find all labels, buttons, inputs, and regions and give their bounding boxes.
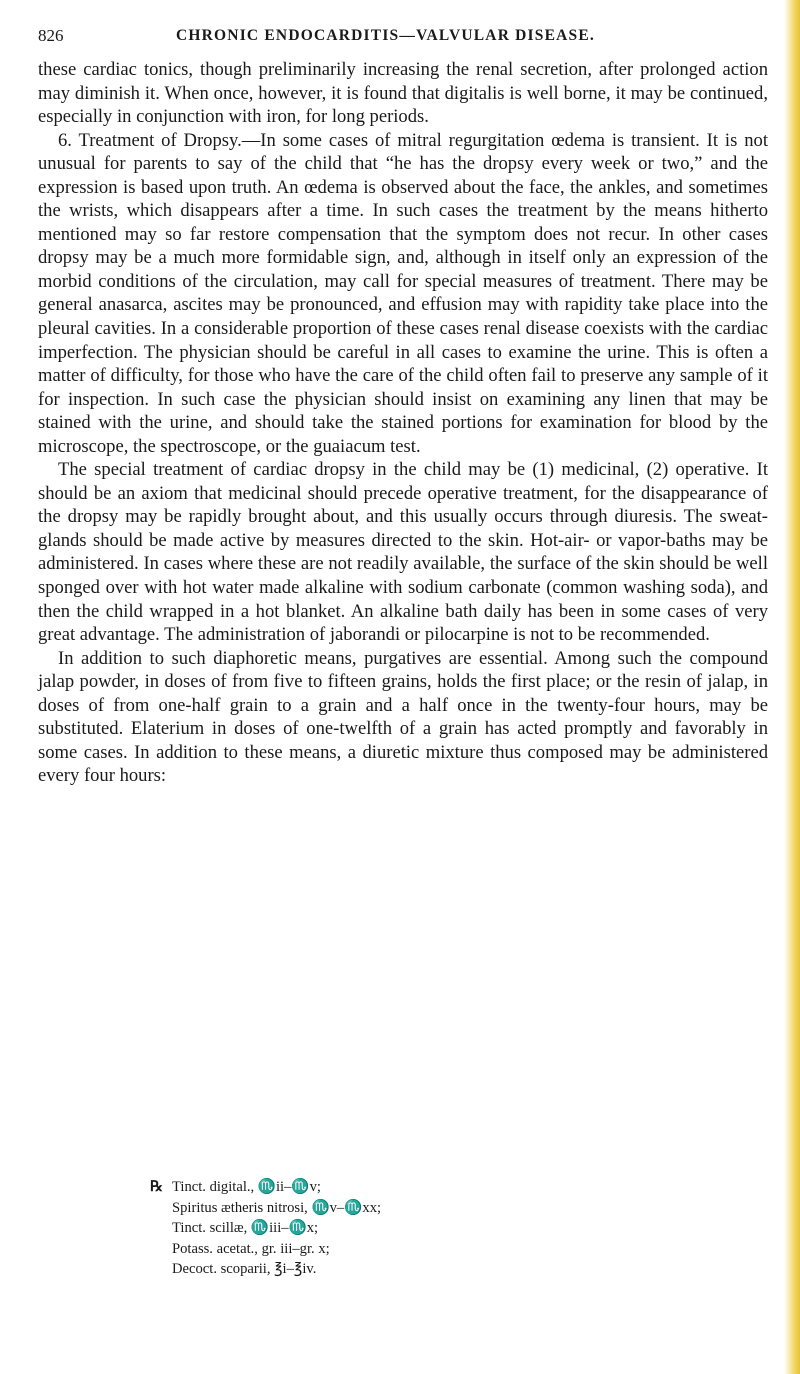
prescription-ingredient: Spiritus ætheris nitrosi, ♏v–♏xx; (172, 1199, 382, 1216)
paragraph-treatment-of-dropsy: 6. Treatment of Dropsy.—In some cases of mitral regurgitation œdema is transient. It is not unusual for parents to say of the child that “he has the dropsy every week or two,” and the expression is based upon truth. An œdema is observed about the face, the ankles, and sometimes the wrists, which disappears after a time. In such cases the treatment by the means hitherto mentioned may so far restore compensation that the symptom does not recur. In other cases dropsy may be a much more formidable sign, and, although in itself only an expression of the morbid conditions of the circulation, may call for special measures of treatment. There may be general anasarca, ascites may be pronounced, and effusion may with rapidity take place into the pleural cavities. In a considerable proportion of these cases renal disease coexists with the cardiac imperfection. The physician should be careful in all cases to examine the urine. This is often a matter of difficulty, for those who have the care of the child often fail to preserve any sample of it for inspection. In such case the physician should insist on examining any linen that may be stained with the urine, and should take the stained portions for examination for blood by the microscope, the spectroscope, or the guaiacum test. (38, 129, 768, 457)
prescription-line (150, 1239, 570, 1260)
prescription-line (150, 1177, 570, 1198)
body-text (38, 58, 768, 788)
page-edge-shading (784, 0, 800, 1374)
paragraph-continuation: these cardiac tonics, though preliminarily increasing the renal secretion, after prolonged action may diminish it. When once, however, it is found that digitalis is well borne, it may be continued, especially in conjunction with iron, for long periods. (38, 59, 768, 128)
prescription-ingredient: Decoct. scoparii, ℥i–℥iv. (172, 1261, 317, 1278)
paragraph-special-treatment: The special treatment of cardiac dropsy in the child may be (1) medicinal, (2) operative. It should be an axiom that medicinal should precede operative treatment, for the disappearance of the dropsy may be rapidly brought about, and this usually occurs through diuresis. The sweat-glands should be made active by measures directed to the skin. Hot-air- or vapor-baths may be administered. In cases where these are not readily available, the surface of the skin should be well sponged over with hot water made alkaline with sodium carbonate (common washing soda), and then the child wrapped in a hot blanket. An alkaline bath daily has been in some cases of very great advantage. The administration of jaborandi or pilocarpine is not to be recommended. (38, 459, 768, 646)
recipe-symbol: ℞ (150, 1179, 164, 1195)
prescription-line (150, 1198, 570, 1219)
prescription-line (150, 1259, 570, 1280)
prescription-line (150, 1218, 570, 1239)
page-header (38, 26, 768, 50)
book-page (38, 0, 784, 1374)
page-number: 826 (38, 26, 64, 45)
prescription-ingredient: Tinct. digital., ♏ii–♏v; (172, 1179, 321, 1195)
running-head: CHRONIC ENDOCARDITIS—VALVULAR DISEASE. (176, 27, 595, 44)
paragraph-purgatives: In addition to such diaphoretic means, purgatives are essential. Among such the compound jalap powder, in doses of from five to fifteen grains, holds the first place; or the resin of jalap, in doses of from one-half grain to a grain and a half once in the twenty-four hours, may be substituted. Elaterium in doses of one-twelfth of a grain has acted promptly and favorably in some cases. In addition to these means, a diuretic mixture thus composed may be administered every four hours: (38, 647, 768, 787)
prescription-ingredient: Potass. acetat., gr. iii–gr. x; (172, 1240, 330, 1257)
prescription-ingredient: Tinct. scillæ, ♏iii–♏x; (172, 1220, 319, 1237)
prescription (150, 1177, 570, 1280)
